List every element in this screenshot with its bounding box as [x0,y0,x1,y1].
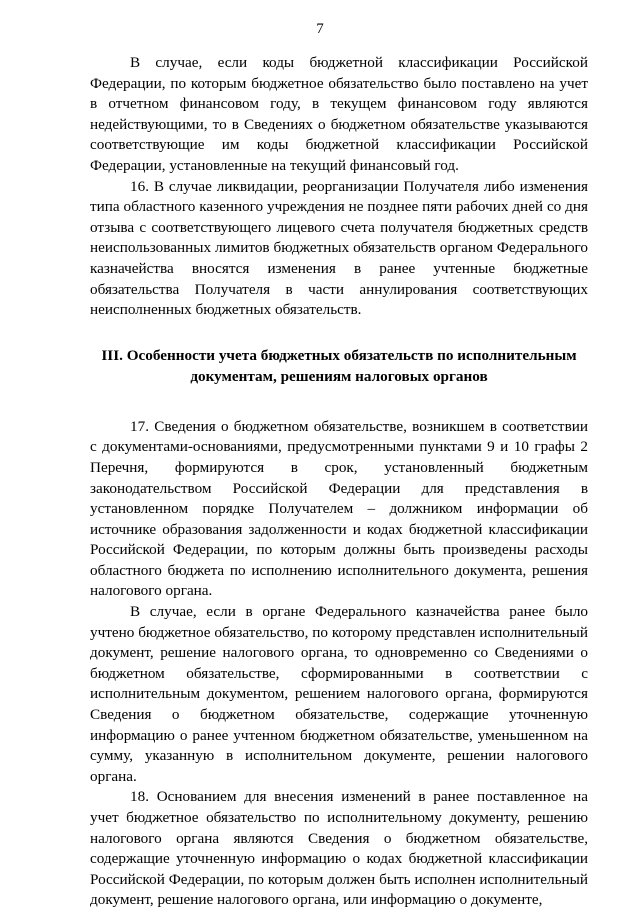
section-heading [90,345,588,387]
document-body [90,53,588,911]
section-heading-line-2: документам, решениям налоговых органов [190,367,488,385]
paragraph-17-continued: В случае, если в органе Федерального казначейства ранее было учтено бюджетное обязательство, по которому представлен исполнительный документ, решение налогового органа, то одновременно со Сведениями о бюджетном обязательстве, сформированными в соответствии с исполнительным документом, решением налогового органа, формируются Сведения о бюджетном обязательстве, содержащие уточненную информацию о ранее учтенном бюджетном обязательстве, уменьшенном на сумму, указанную в исполнительном документе, решении налогового органа. [90,603,588,785]
paragraph-18: 18. Основанием для внесения изменений в ранее поставленное на учет бюджетное обязательство по исполнительному документу, решению налогового органа являются Сведения о бюджетном обязательстве, содержащие уточненную информацию о кодах бюджетной классификации Российской Федерации, по которым должен быть исполнен исполнительный документ, решение налогового органа, или информацию о документе, [90,788,588,909]
paragraph-budget-codes: В случае, если коды бюджетной классификации Российской Федерации, по которым бюджетное обязательство было поставлено на учет в отчетном финансовом году, в текущем финансовом году являются недействующими, то в Сведениях о бюджетном обязательстве указываются соответствующие им коды бюджетной классификации Российской Федерации, установленные на текущий финансовый год. [90,54,588,174]
section-heading-line-1: III. Особенности учета бюджетных обязательств по исполнительным [101,346,577,364]
paragraph-17: 17. Сведения о бюджетном обязательстве, возникшем в соответствии с документами-основаниями, предусмотренными пунктами 9 и 10 графы 2 Перечня, формируются в срок, установленный бюджетным законодательством Российской Федерации для представления в установленном порядке Получателем – должником информации об источнике образования задолженности и кодах бюджетной классификации Российской Федерации, по которым должны быть произведены расходы областного бюджета по исполнению исполнительного документа, решения налогового органа. [90,417,588,600]
page-number: 7 [316,21,324,37]
paragraph-16: 16. В случае ликвидации, реорганизации Получателя либо изменения типа областного казенного учреждения не позднее пяти рабочих дней со дня отзыва с соответствующего лицевого счета получателя бюджетных средств неиспользованных лимитов бюджетных обязательств органом Федерального казначейства вносятся изменения в ранее учтенные бюджетные обязательства Получателя в части аннулирования соответствующих неисполненных бюджетных обязательств. [90,177,588,319]
